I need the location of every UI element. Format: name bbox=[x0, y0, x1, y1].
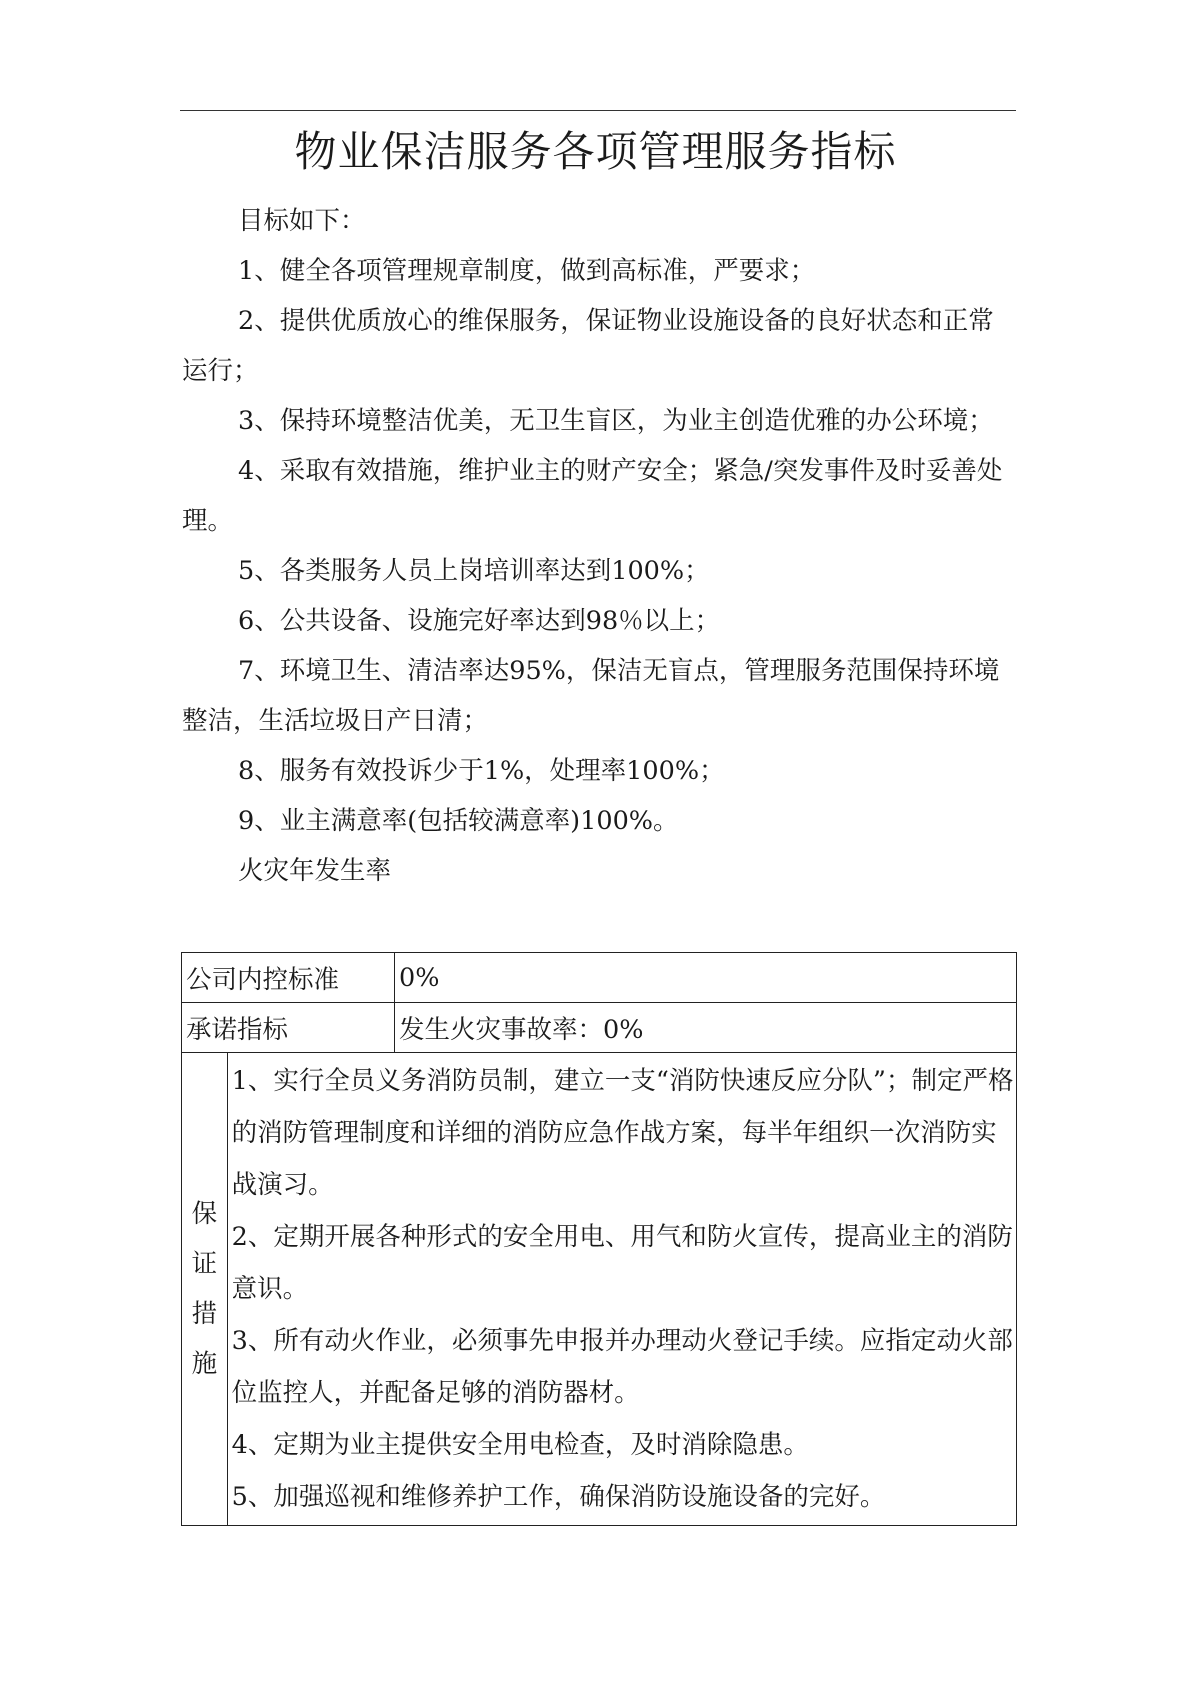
goal-item-9: 9、业主满意率(包括较满意率)100%。 bbox=[238, 806, 679, 836]
measure-item-2: 2、定期开展各种形式的安全用电、用气和防火宣传，提高业主的消防意识。 bbox=[231, 1222, 1013, 1304]
measures-label-char: 措 bbox=[191, 1299, 218, 1329]
goal-item-5: 5、各类服务人员上岗培训率达到100%； bbox=[238, 556, 710, 586]
table-row-measures bbox=[182, 1053, 1017, 1526]
row-label-commitment: 承诺指标 bbox=[182, 1003, 395, 1053]
goal-item-8: 8、服务有效投诉少于1%，处理率100%； bbox=[238, 756, 725, 786]
intro-paragraph: 目标如下： bbox=[238, 206, 366, 236]
table-row-internal-standard bbox=[182, 953, 1017, 1003]
row-value-commitment: 发生火灾事故率：0% bbox=[395, 1003, 1017, 1053]
measures-label bbox=[182, 1053, 228, 1526]
goal-item-6: 6、公共设备、设施完好率达到98％以上； bbox=[238, 606, 721, 636]
page-title: 物业保洁服务各项管理服务指标 bbox=[294, 127, 897, 176]
goal-item-2: 2、提供优质放心的维保服务，保证物业设施设备的良好状态和正常运行； bbox=[182, 306, 994, 386]
row-value-internal-standard: 0% bbox=[395, 953, 1017, 1003]
measures-list bbox=[227, 1053, 1016, 1526]
goal-item-7: 7、环境卫生、清洁率达95%，保洁无盲点，管理服务范围保持环境整洁，生活垃圾日产日清； bbox=[182, 656, 1000, 736]
fire-rate-heading: 火灾年发生率 bbox=[238, 856, 392, 886]
measure-item-1: 1、实行全员义务消防员制，建立一支“消防快速反应分队”；制定严格的消防管理制度和详细的消防应急作战方案，每半年组织一次消防实战演习。 bbox=[231, 1066, 1014, 1200]
table-row-commitment bbox=[182, 1003, 1017, 1053]
header-rule bbox=[180, 110, 1016, 111]
goal-item-3: 3、保持环境整洁优美，无卫生盲区，为业主创造优雅的办公环境； bbox=[238, 406, 994, 436]
measure-item-3: 3、所有动火作业，必须事先申报并办理动火登记手续。应指定动火部位监控人，并配备足够的消防器材。 bbox=[231, 1326, 1013, 1408]
measures-label-char: 保 bbox=[191, 1199, 218, 1229]
goal-item-1: 1、健全各项管理规章制度，做到高标准，严要求； bbox=[238, 256, 816, 286]
goal-item-4: 4、采取有效措施，维护业主的财产安全；紧急/突发事件及时妥善处理。 bbox=[182, 456, 1003, 536]
measure-item-4: 4、定期为业主提供安全用电检查，及时消除隐患。 bbox=[231, 1430, 809, 1460]
measure-item-5: 5、加强巡视和维修养护工作，确保消防设施设备的完好。 bbox=[231, 1482, 886, 1512]
measures-label-char: 证 bbox=[191, 1249, 218, 1279]
document-body bbox=[182, 196, 1018, 896]
row-label-internal-standard: 公司内控标准 bbox=[182, 953, 395, 1003]
measures-label-char: 施 bbox=[191, 1349, 218, 1379]
fire-rate-table bbox=[181, 952, 1017, 1526]
